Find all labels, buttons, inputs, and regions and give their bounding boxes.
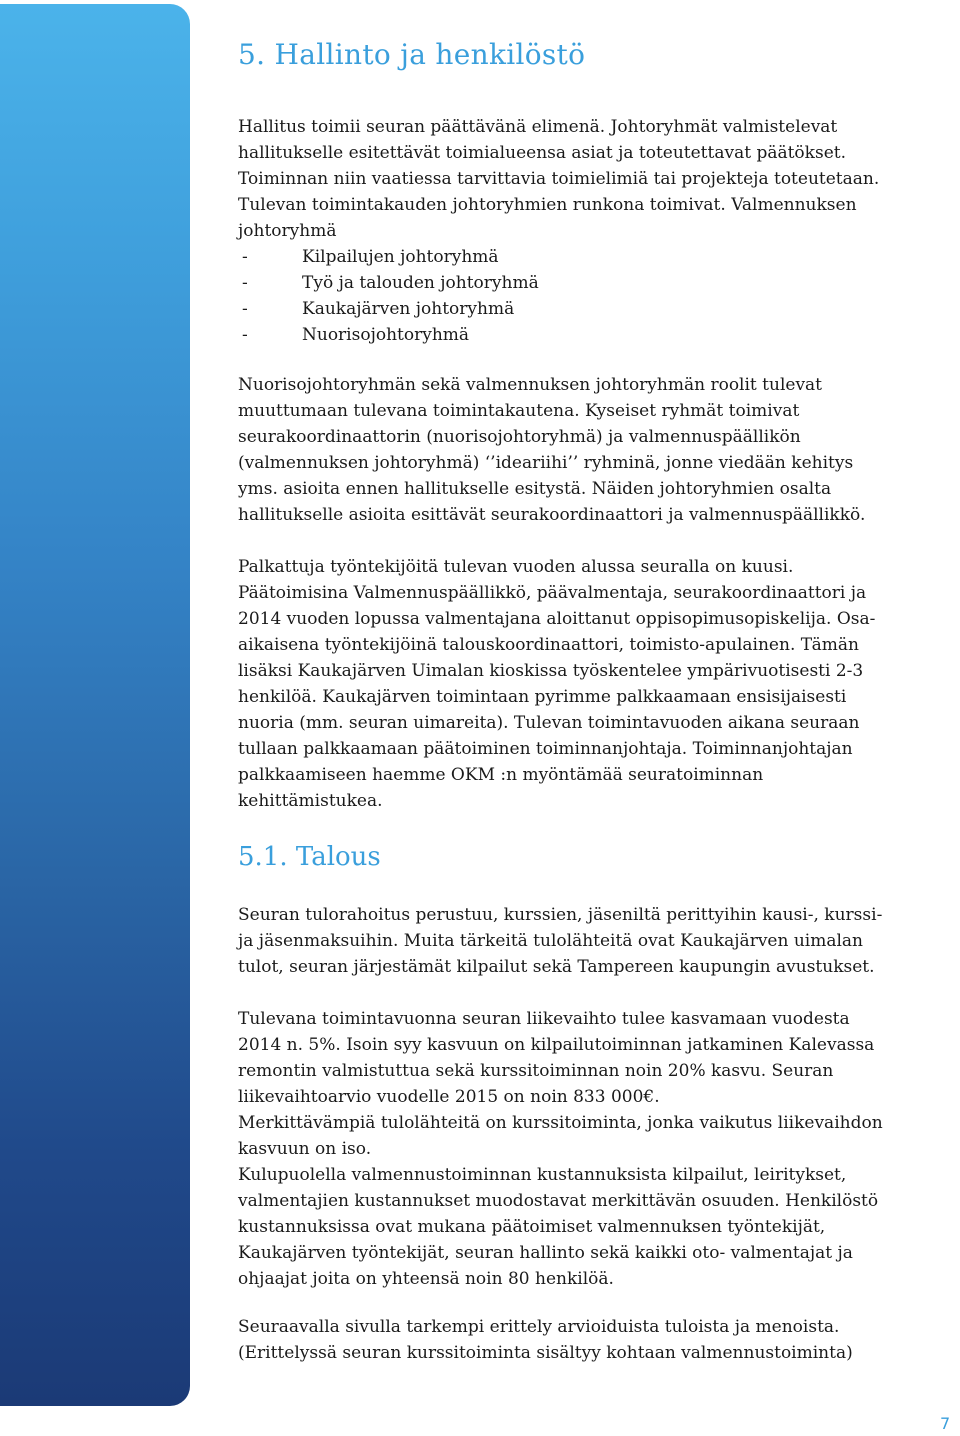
text-line: liikevaihtoarvio vuodelle 2015 on noin 833 000€. (238, 1087, 660, 1107)
list-dash: - (242, 247, 248, 267)
text-line: valmentajien kustannukset muodostavat merkittävän osuuden. Henkilöstö (238, 1191, 879, 1211)
text-line: Merkittävämpiä tulolähteitä on kurssitoiminta, jonka vaikutus liikevaihdon (238, 1113, 883, 1133)
text-line: kustannuksissa ovat mukana päätoimiset valmennuksen työntekijät, (238, 1217, 826, 1237)
text-line: Kulupuolella valmennustoiminnan kustannuksista kilpailut, leiritykset, (238, 1165, 847, 1185)
list-item (238, 322, 942, 348)
decorative-sidebar (0, 4, 190, 1406)
text-line: Kaukajärven työntekijät, seuran hallinto sekä kaikki oto- valmentajat ja (238, 1243, 853, 1263)
intro-paragraph (238, 114, 942, 348)
page-number: 7 (940, 1414, 951, 1433)
text-line: Hallitus toimii seuran päättävänä elimenä. Johtoryhmät valmistelevat (238, 117, 838, 137)
text-line: ja jäsenmaksuihin. Muita tärkeitä tulolähteitä ovat Kaukajärven uimalan (238, 931, 863, 951)
text-line: Tulevana toimintavuonna seuran liikevaihto tulee kasvamaan vuodesta (238, 1009, 850, 1029)
text-line: remontin valmistuttua sekä kurssitoiminnan noin 20% kasvu. Seuran (238, 1061, 834, 1081)
text-line: nuoria (mm. seuran uimareita). Tulevan toimintavuoden aikana seuraan (238, 713, 860, 733)
list-item-label: Työ ja talouden johtoryhmä (302, 273, 539, 293)
revenue-paragraph (238, 1006, 942, 1292)
text-line: palkkaamiseen haemme OKM :n myöntämää seuratoiminnan (238, 765, 764, 785)
text-line: seurakoordinaattorin (nuorisojohtoryhmä) ja valmennuspäällikön (238, 427, 801, 447)
funding-paragraph (238, 902, 942, 980)
text-line: tulot, seuran järjestämät kilpailut sekä Tampereen kaupungin avustukset. (238, 957, 875, 977)
text-line: lisäksi Kaukajärven Uimalan kioskissa työskentelee ympärivuotisesti 2-3 (238, 661, 864, 681)
page-title: 5. Hallinto ja henkilöstö (238, 38, 586, 71)
list-item (238, 244, 942, 270)
list-dash: - (242, 325, 248, 345)
text-line: 2014 vuoden lopussa valmentajana aloittanut oppisopimusopiskelija. Osa- (238, 609, 876, 629)
text-line: aikaisena työntekijöinä talouskoordinaattori, toimisto-apulainen. Tämän (238, 635, 859, 655)
text-line: Tulevan toimintakauden johtoryhmien runkona toimivat. Valmennuksen (238, 195, 857, 215)
text-line: kehittämistukea. (238, 791, 383, 811)
text-line: muuttumaan tulevana toimintakautena. Kyseiset ryhmät toimivat (238, 401, 800, 421)
text-line: Toiminnan niin vaatiessa tarvittavia toimielimiä tai projekteja toteutetaan. (238, 169, 880, 189)
list-dash: - (242, 273, 248, 293)
text-line: johtoryhmä (238, 221, 337, 241)
list-item-label: Kaukajärven johtoryhmä (302, 299, 515, 319)
staff-paragraph (238, 554, 942, 814)
text-line: hallitukselle asioita esittävät seurakoordinaattori ja valmennuspäällikkö. (238, 505, 866, 525)
list-item (238, 270, 942, 296)
roles-paragraph (238, 372, 942, 528)
text-line: (valmennuksen johtoryhmä) ‘’ideariihi’’ ryhminä, jonne viedään kehitys (238, 453, 854, 473)
list-dash: - (242, 299, 248, 319)
text-line: Nuorisojohtoryhmän sekä valmennuksen johtoryhmän roolit tulevat (238, 375, 823, 395)
text-line: Seuran tulorahoitus perustuu, kurssien, jäseniltä perittyihin kausi-, kurssi- (238, 905, 883, 925)
section-heading: 5.1. Talous (238, 842, 381, 872)
text-line: yms. asioita ennen hallitukselle esitystä. Näiden johtoryhmien osalta (238, 479, 832, 499)
text-line: kasvuun on iso. (238, 1139, 372, 1159)
text-line: ohjaajat joita on yhteensä noin 80 henkilöä. (238, 1269, 614, 1289)
list-item-label: Nuorisojohtoryhmä (302, 325, 470, 345)
text-line: hallitukselle esitettävät toimialueensa asiat ja toteutettavat päätökset. (238, 143, 846, 163)
text-line: Palkattuja työntekijöitä tulevan vuoden alussa seuralla on kuusi. (238, 557, 794, 577)
text-line: Seuraavalla sivulla tarkempi erittely arvioiduista tuloista ja menoista. (238, 1317, 840, 1337)
text-line: 2014 n. 5%. Isoin syy kasvuun on kilpailutoiminnan jatkaminen Kalevassa (238, 1035, 875, 1055)
text-line: henkilöä. Kaukajärven toimintaan pyrimme palkkaamaan ensisijaisesti (238, 687, 847, 707)
closing-paragraph (238, 1314, 942, 1366)
text-line: (Erittelyssä seuran kurssitoiminta sisältyy kohtaan valmennustoiminta) (238, 1343, 853, 1363)
list-item (238, 296, 942, 322)
list-item-label: Kilpailujen johtoryhmä (302, 247, 499, 267)
text-line: tullaan palkkaamaan päätoiminen toiminnanjohtaja. Toiminnanjohtajan (238, 739, 853, 759)
text-line: Päätoimisina Valmennuspäällikkö, päävalmentaja, seurakoordinaattori ja (238, 583, 867, 603)
